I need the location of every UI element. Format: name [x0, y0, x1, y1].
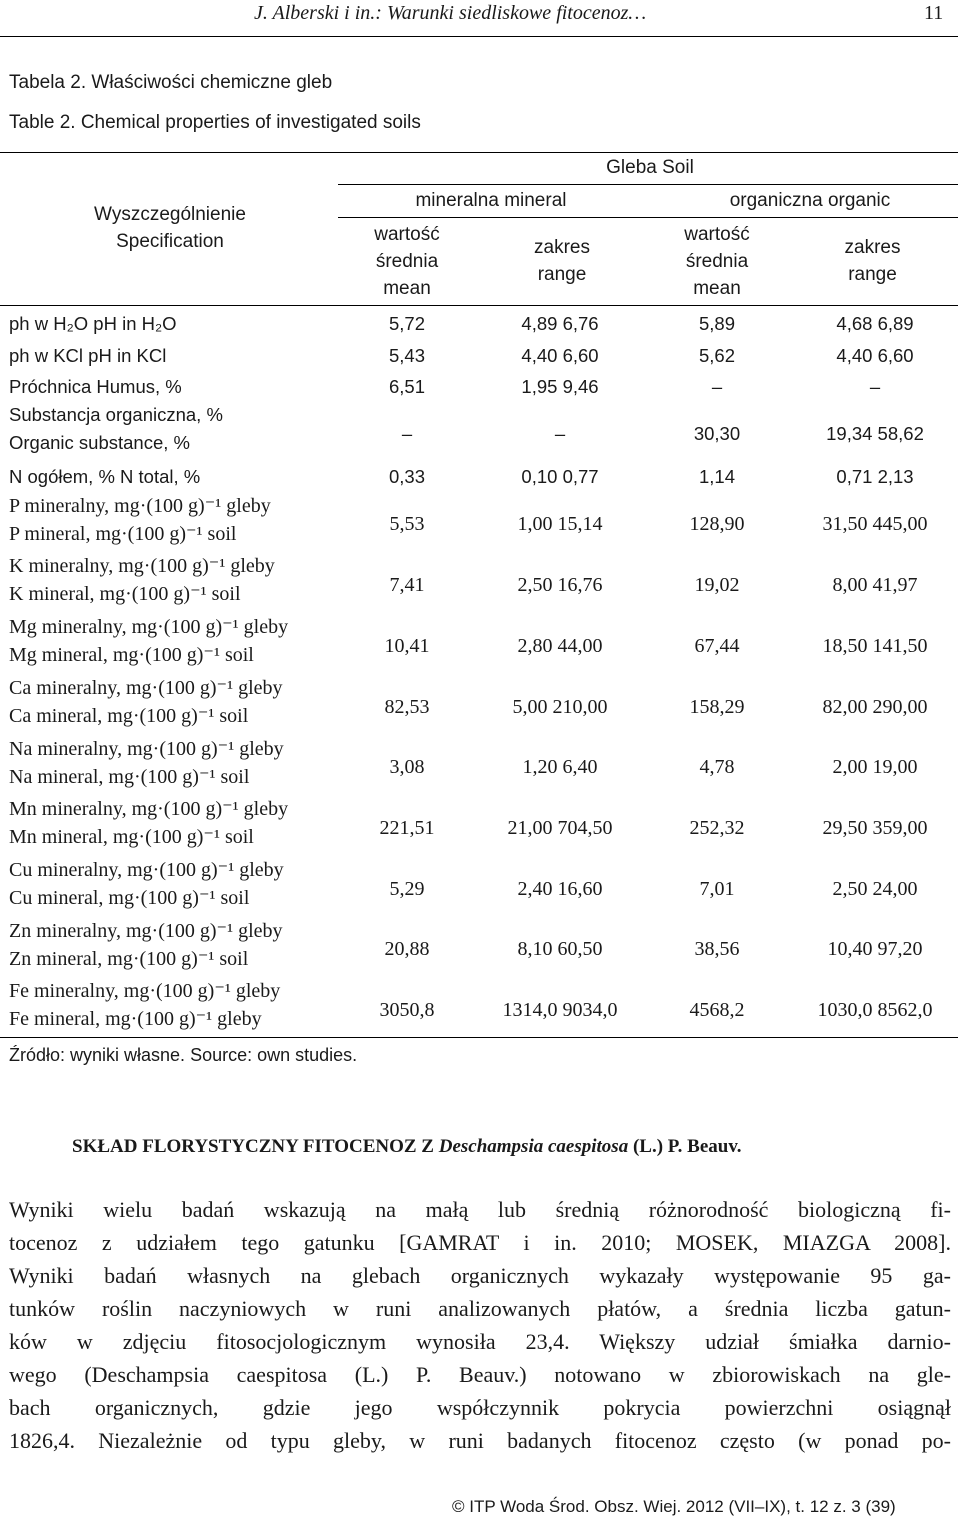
cell-or: 8,00 41,97 — [832, 573, 918, 596]
cell-mm: 5,43 — [388, 345, 425, 366]
section-heading-italic: Deschampsia caespitosa — [438, 1136, 629, 1157]
cell-mr: 1,00 15,14 — [517, 513, 603, 535]
row-label: ph w KCl pH in KCl — [9, 345, 167, 366]
organic-range-header — [800, 234, 945, 288]
cell-om: 1,14 — [698, 465, 735, 487]
cell-mr: 2,50 16,76 — [517, 573, 603, 596]
table-caption-pl: Tabela 2. Właściwości chemiczne gleb — [9, 72, 333, 93]
page-number: 11 — [924, 2, 944, 24]
row-label-en: Zn mineral, mg·(100 g)⁻¹ soil — [9, 948, 249, 970]
table-bottom-rule — [0, 1037, 958, 1038]
range-label-1: zakres — [534, 237, 590, 258]
cell-mm: 7,41 — [389, 573, 425, 596]
cell-mr: 1,20 6,40 — [522, 756, 598, 778]
cell-or: 19,34 58,62 — [826, 423, 924, 444]
range-label-2: range — [537, 264, 587, 285]
body-paragraph — [9, 1193, 951, 1457]
cell-mr: – — [554, 423, 566, 444]
spec-header-pl: Wyszczególnienie — [94, 204, 246, 225]
paragraph-line: tunków roślin naczyniowych w runi analizowanych płatów, a średnia liczba gatun- — [9, 1296, 951, 1321]
row-label: N ogółem, % N total, % — [9, 465, 201, 487]
cell-or: 10,40 97,20 — [827, 938, 923, 960]
cell-or: 1030,0 8562,0 — [817, 998, 933, 1021]
row-label-en: Na mineral, mg·(100 g)⁻¹ soil — [9, 766, 250, 788]
organic-mean-header — [662, 221, 772, 302]
mineral-range-header — [492, 234, 632, 288]
cell-om: 252,32 — [689, 816, 745, 839]
cell-mm: 3050,8 — [379, 998, 435, 1021]
row-label: Na mineralny, mg·(100 g)⁻¹ gleby — [9, 738, 284, 760]
row-label-en: Organic substance, % — [9, 432, 190, 453]
cell-om: 19,02 — [694, 573, 740, 596]
row-label-en: P mineral, mg·(100 g)⁻¹ soil — [9, 523, 237, 545]
section-heading-tail: (L.) P. Beauv. — [628, 1136, 742, 1157]
row-label: Mn mineralny, mg·(100 g)⁻¹ gleby — [9, 798, 289, 820]
row-label-en: Ca mineral, mg·(100 g)⁻¹ soil — [9, 705, 249, 727]
mean-label-1: wartość — [684, 224, 750, 245]
cell-om: 128,90 — [689, 513, 745, 535]
row-label: P mineralny, mg·(100 g)⁻¹ gleby — [9, 495, 271, 517]
range-label-1: zakres — [844, 237, 901, 258]
header-rule — [0, 36, 958, 37]
cell-or: 4,68 6,89 — [836, 313, 914, 334]
cell-mr: 8,10 60,50 — [517, 938, 603, 960]
paragraph-line: Wyniki badań własnych na glebach organicznych wykazały występowanie 95 ga- — [9, 1263, 951, 1288]
row-label: Fe mineralny, mg·(100 g)⁻¹ gleby — [9, 980, 281, 1002]
cell-om: 4568,2 — [689, 998, 745, 1021]
paragraph-line: 1826,4. Niezależnie od typu gleby, w runi badanych fitocenoz często (w ponad po- — [9, 1428, 951, 1453]
cell-mr: 2,80 44,00 — [517, 634, 603, 657]
mean-label-1: wartość — [374, 224, 440, 245]
cell-mm: 5,53 — [389, 513, 425, 535]
cell-or: 2,00 19,00 — [832, 756, 918, 778]
row-label: Zn mineralny, mg·(100 g)⁻¹ gleby — [9, 920, 283, 942]
spec-header-en: Specification — [116, 231, 224, 252]
cell-or: 29,50 359,00 — [822, 816, 928, 839]
soiltype-rule — [338, 217, 958, 218]
soil-rule — [338, 184, 958, 185]
paragraph-line: wego (Deschampsia caespitosa (L.) P. Beauv.) notowano w zbiorowiskach na gle- — [9, 1362, 951, 1387]
cell-mm: 221,51 — [379, 816, 435, 839]
cell-or: 4,40 6,60 — [836, 345, 914, 366]
cell-om: 5,62 — [698, 345, 735, 366]
cell-mr: 5,00 210,00 — [512, 695, 608, 718]
cell-mm: 5,29 — [389, 877, 425, 900]
mineral-mean-header — [352, 221, 462, 302]
cell-mr: 1314,0 9034,0 — [502, 998, 618, 1021]
cell-mr: 0,10 0,77 — [521, 465, 599, 487]
cell-or: 82,00 290,00 — [822, 695, 928, 718]
cell-mm: 0,33 — [388, 465, 425, 487]
cell-mr: 1,95 9,46 — [521, 376, 599, 397]
paragraph-line: ków w zdjęciu fitosocjologicznym wynosiła 23,4. Większy udział śmiałka darnio- — [9, 1329, 951, 1354]
cell-om: 67,44 — [694, 634, 740, 657]
mineral-header: mineralna mineral — [415, 190, 567, 211]
cell-om: 30,30 — [693, 423, 741, 444]
running-header-title: J. Alberski i in.: Warunki siedliskowe fitocenoz… — [254, 2, 647, 24]
row-label: Mg mineralny, mg·(100 g)⁻¹ gleby — [9, 616, 289, 638]
row-label: Cu mineralny, mg·(100 g)⁻¹ gleby — [9, 859, 284, 881]
row-label-en: Cu mineral, mg·(100 g)⁻¹ soil — [9, 887, 250, 909]
journal-footer: © ITP Woda Środ. Obsz. Wiej. 2012 (VII–IX), t. 12 z. 3 (39) — [452, 1497, 896, 1516]
cell-mm: 82,53 — [384, 695, 430, 718]
cell-mm: – — [401, 423, 413, 444]
cell-om: 5,89 — [698, 313, 735, 334]
cell-om: 4,78 — [699, 756, 735, 778]
cell-mr: 4,89 6,76 — [521, 313, 599, 334]
row-label-en: Mn mineral, mg·(100 g)⁻¹ soil — [9, 826, 254, 848]
cell-mm: 3,08 — [389, 756, 425, 778]
soil-header: Gleba Soil — [606, 157, 694, 178]
mean-label-2: średnia — [685, 251, 749, 272]
cell-or: 18,50 141,50 — [822, 634, 928, 657]
cell-or: 2,50 24,00 — [832, 877, 918, 900]
cell-om: 7,01 — [699, 877, 735, 900]
row-label: Próchnica Humus, % — [9, 376, 182, 397]
paragraph-line: tocenoz z udziałem tego gatunku [GAMRAT i in. 2010; MOSEK, MIAZGA 2008]. — [9, 1230, 951, 1255]
cell-om: 38,56 — [694, 938, 740, 960]
cell-or: 0,71 2,13 — [836, 465, 914, 487]
cell-mr: 2,40 16,60 — [517, 877, 603, 900]
row-label: ph w H₂O pH in H₂O — [9, 313, 177, 334]
section-heading-main: SKŁAD FLORYSTYCZNY FITOCENOZ Z — [72, 1136, 439, 1157]
spec-header — [60, 201, 280, 255]
cell-om: 158,29 — [689, 695, 745, 718]
header-bottom-rule — [0, 305, 958, 306]
table-caption-en: Table 2. Chemical properties of investigated soils — [9, 112, 421, 133]
mean-label-2: średnia — [375, 251, 439, 272]
row-label: Substancja organiczna, % — [9, 404, 223, 425]
cell-or: 31,50 445,00 — [822, 513, 928, 535]
cell-mm: 20,88 — [384, 938, 430, 960]
row-label-en: Mg mineral, mg·(100 g)⁻¹ soil — [9, 644, 254, 666]
mean-label-3: mean — [383, 278, 431, 299]
cell-om: – — [711, 376, 723, 397]
cell-mm: 10,41 — [384, 634, 430, 657]
section-heading — [72, 1136, 742, 1158]
organic-header: organiczna organic — [729, 190, 891, 211]
table-source: Źródło: wyniki własne. Source: own studies. — [9, 1045, 358, 1065]
range-label-2: range — [848, 264, 897, 285]
paragraph-line: bach organicznych, gdzie jego współczynnik pokrycia powierzchni osiągnął — [9, 1395, 951, 1420]
row-label: K mineralny, mg·(100 g)⁻¹ gleby — [9, 555, 275, 577]
cell-mm: 6,51 — [388, 376, 425, 397]
cell-mr: 4,40 6,60 — [521, 345, 599, 366]
row-label-en: Fe mineral, mg·(100 g)⁻¹ gleby — [9, 1008, 262, 1030]
cell-mm: 5,72 — [388, 313, 425, 334]
cell-mr: 21,00 704,50 — [507, 816, 613, 839]
row-label-en: K mineral, mg·(100 g)⁻¹ soil — [9, 583, 241, 605]
paragraph-line: Wyniki wielu badań wskazują na małą lub średnią różnorodność biologiczną fi- — [9, 1197, 951, 1222]
table-top-rule — [0, 152, 958, 153]
row-label: Ca mineralny, mg·(100 g)⁻¹ gleby — [9, 677, 283, 699]
mean-label-3: mean — [693, 278, 741, 299]
cell-or: – — [869, 376, 881, 397]
